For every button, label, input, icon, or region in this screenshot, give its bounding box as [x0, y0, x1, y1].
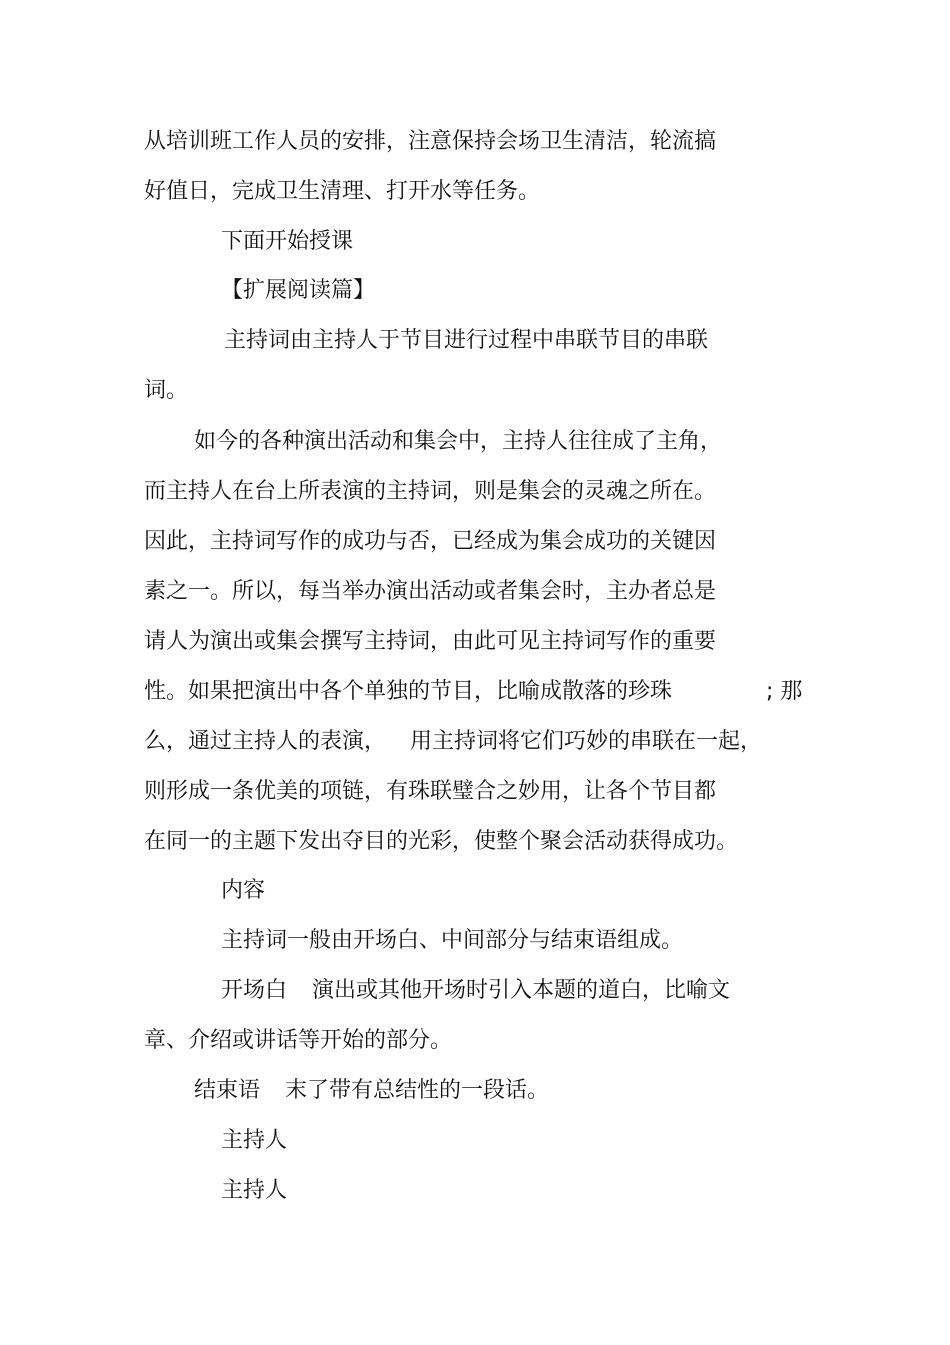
- paragraph-line: 请人为演出或集会撰写主持词，由此可见主持词写作的重要: [144, 629, 717, 654]
- paragraph-line: 在同一的主题下发出夺目的光彩，使整个聚会活动获得成功。: [144, 829, 739, 854]
- term-label: 开场白: [221, 978, 288, 1003]
- paragraph-line: 么，通过主持人的表演，: [144, 729, 387, 754]
- paragraph-line: 好值日，完成卫生清理、打开水等任务。: [144, 179, 541, 204]
- term-definition: 末了带有总结性的一段话。: [285, 1078, 550, 1103]
- paragraph-line: 用主持词将它们巧妙的串联在一起，: [410, 729, 763, 754]
- paragraph-line: 主持人: [221, 1128, 288, 1153]
- paragraph-line: 性。如果把演出中各个单独的节目，比喻成散落的珍珠: [144, 679, 673, 704]
- term-label: 结束语: [194, 1078, 261, 1103]
- paragraph-line: 下面开始授课: [221, 229, 354, 254]
- paragraph-line: 从培训班工作人员的安排，注意保持会场卫生清洁，轮流搞: [144, 129, 717, 154]
- paragraph-line: 主持词一般由开场白、中间部分与结束语组成。: [221, 928, 684, 953]
- paragraph-line: ; 那: [766, 679, 803, 704]
- section-heading: 【扩展阅读篇】: [221, 278, 376, 303]
- section-heading: 内容: [221, 878, 266, 903]
- paragraph-line: 素之一。所以，每当举办演出活动或者集会时，主办者总是: [144, 579, 717, 604]
- paragraph-line: 而主持人在台上所表演的主持词，则是集会的灵魂之所在。: [144, 479, 717, 504]
- paragraph-line: 章、介绍或讲话等开始的部分。: [144, 1028, 453, 1053]
- paragraph-line: 如今的各种演出活动和集会中，主持人往往成了主角，: [194, 429, 723, 454]
- paragraph-line: 主持词由主持人于节目进行过程中串联节目的串联: [224, 328, 709, 353]
- paragraph-line: 词。: [144, 378, 189, 403]
- paragraph-line: 主持人: [221, 1178, 288, 1203]
- term-definition: 演出或其他开场时引入本题的道白，比喻文: [312, 978, 731, 1003]
- paragraph-line: 则形成一条优美的项链，有珠联璧合之妙用，让各个节目都: [144, 779, 717, 804]
- paragraph-line: 因此，主持词写作的成功与否，已经成为集会成功的关键因: [144, 529, 717, 554]
